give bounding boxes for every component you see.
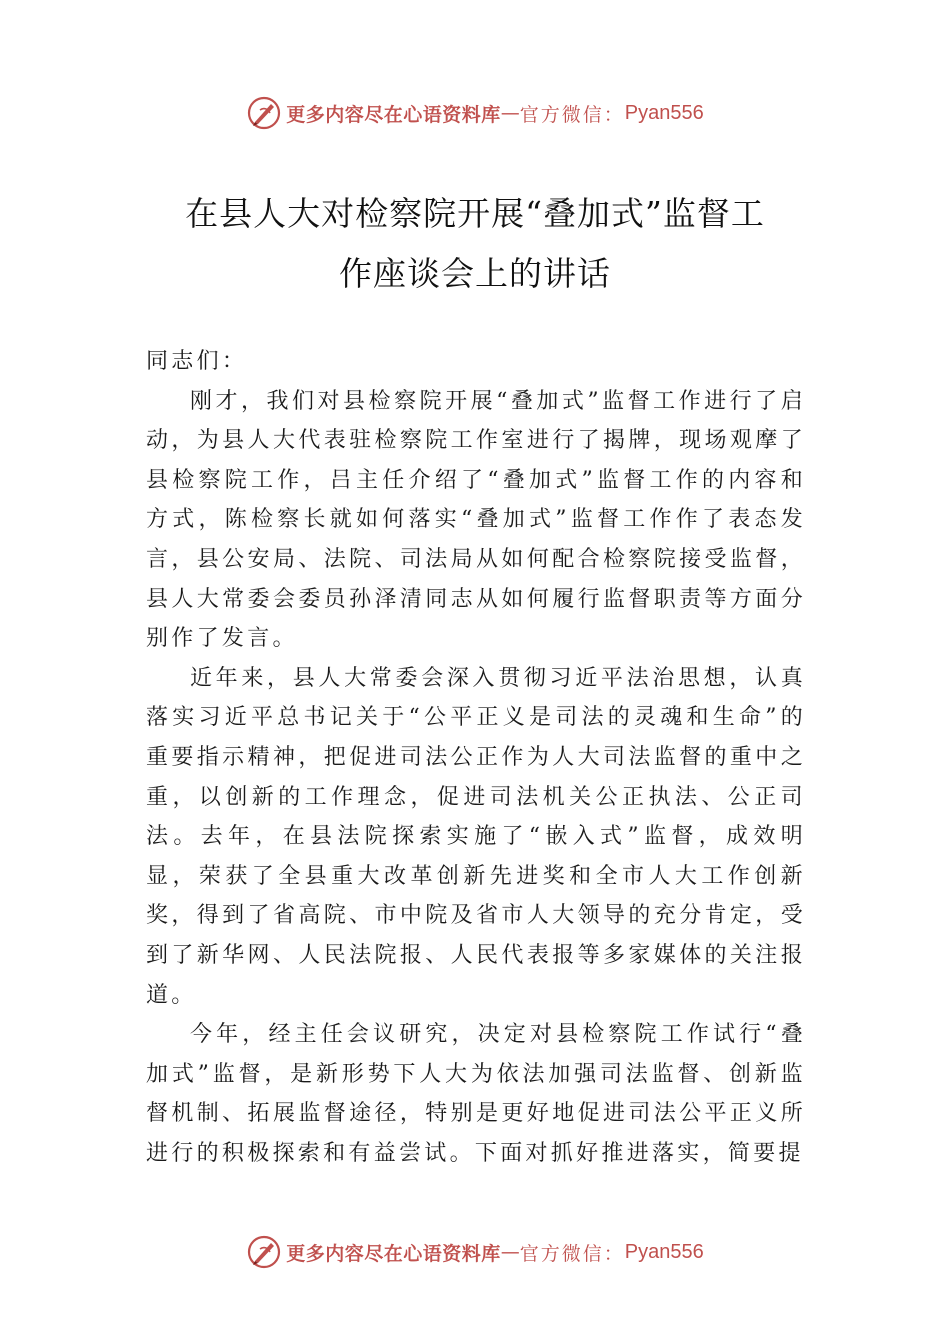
salutation: 同志们： <box>146 349 248 374</box>
header-banner <box>0 93 950 133</box>
banner-wechat-label: 官方微信： <box>519 103 625 126</box>
banner-wechat-id: Pyan556 <box>624 101 704 124</box>
banner-separator: — <box>500 102 520 124</box>
title-line-2: 作座谈会上的讲话 <box>339 254 611 293</box>
pen-logo-icon <box>246 1234 282 1270</box>
document-title <box>0 184 950 304</box>
paragraph-1: 刚才，我们对县检察院开展“叠加式”监督工作进行了启动，为县人大代表驻检察院工作室进行了揭牌，现场观摩了县检察院工作，吕主任介绍了“叠加式”监督工作的内容和方式，陈检察长就如何落实“叠加式”监督工作作了表态发言，县公安局、法院、司法局从如何配合检察院接受监督，县人大常委会委员孙泽清同志从如何履行监督职责等方面分别作了发言。 <box>146 388 806 652</box>
banner-main-text: 更多内容尽在心语资料库 <box>286 103 501 126</box>
pen-logo-icon <box>246 95 282 131</box>
banner-wechat-id: Pyan556 <box>624 1240 704 1263</box>
paragraph-2: 近年来，县人大常委会深入贯彻习近平法治思想，认真落实习近平总书记关于“公平正义是司法的灵魂和生命”的重要指示精神，把促进司法公正作为人大司法监督的重中之重，以创新的工作理念，促进司法机关公正执法、公正司法。去年，在县法院探索实施了“嵌入式”监督，成效明显，荣获了全县重大改革创新先进奖和全市人大工作创新奖，得到了省高院、市中院及省市人大领导的充分肯定，受到了新华网、人民法院报、人民代表报等多家媒体的关注报道。 <box>146 665 806 1008</box>
footer-banner <box>0 1232 950 1272</box>
document-body <box>146 342 806 1173</box>
title-line-1: 在县人大对检察院开展“叠加式”监督工 <box>185 194 765 233</box>
paragraph-3: 今年，经主任会议研究，决定对县检察院工作试行“叠加式”监督，是新形势下人大为依法加强司法监督、创新监督机制、拓展监督途径，特别是更好地促进司法公平正义所进行的积极探索和有益尝试。下面对抓好推进落实，简要提 <box>146 1022 806 1166</box>
banner-wechat-label: 官方微信： <box>519 1242 625 1265</box>
banner-separator: — <box>500 1241 520 1263</box>
banner-main-text: 更多内容尽在心语资料库 <box>286 1242 501 1265</box>
